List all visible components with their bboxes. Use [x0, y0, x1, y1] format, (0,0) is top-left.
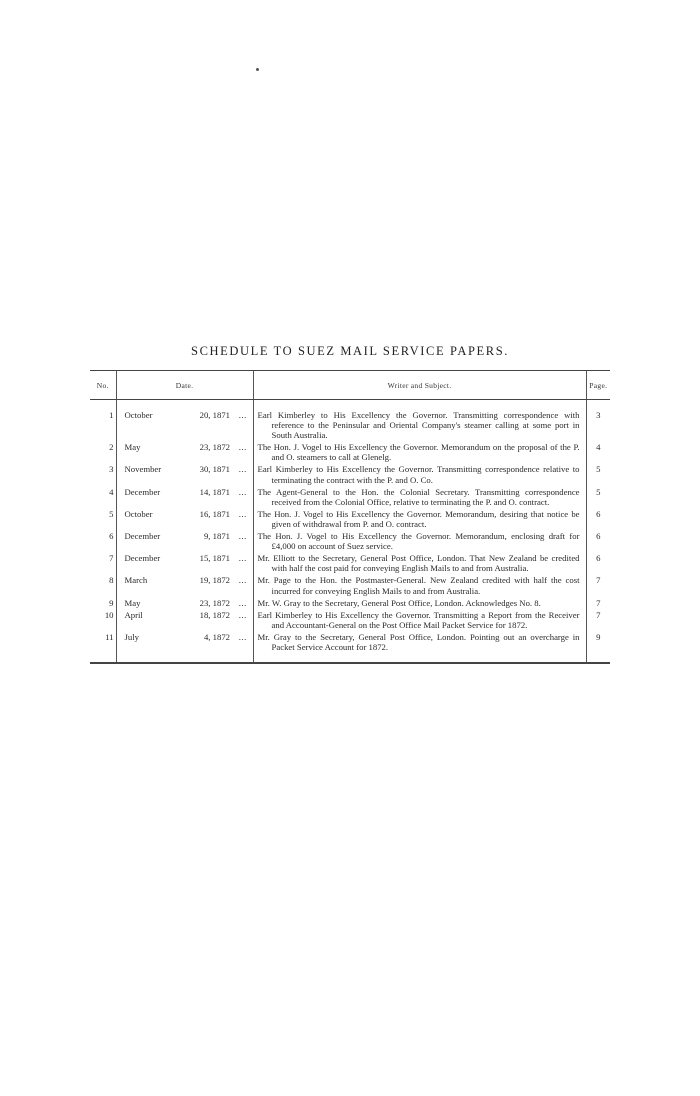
- row-month: December: [116, 531, 174, 553]
- row-leader-dots: ...: [238, 597, 247, 608]
- row-number: 10: [104, 609, 114, 620]
- row-page: 6: [586, 509, 610, 531]
- row-leader-dots: ...: [238, 531, 247, 542]
- row-month: October: [116, 410, 174, 442]
- row-number: 2: [109, 442, 114, 453]
- table-row: [90, 487, 610, 509]
- row-month: May: [116, 442, 174, 464]
- table-row: [90, 553, 610, 575]
- table-row: [90, 598, 610, 610]
- row-day: 15, 1871: [199, 553, 230, 564]
- row-day: 9, 1871: [203, 531, 230, 542]
- row-page: 6: [586, 553, 610, 575]
- row-leader-dots: ...: [238, 442, 247, 453]
- row-page: 5: [586, 464, 610, 486]
- row-leader-dots: ...: [238, 486, 247, 497]
- header-no: No.: [90, 371, 116, 400]
- header-page: Page.: [586, 371, 610, 400]
- table-row: [90, 610, 610, 632]
- ink-speck: [256, 68, 259, 71]
- row-leader-dots: ...: [238, 631, 247, 642]
- row-number: 3: [109, 464, 114, 475]
- table-row: [90, 410, 610, 442]
- row-leader-dots: ...: [238, 553, 247, 564]
- row-day: 18, 1872: [199, 609, 230, 620]
- row-page: 9: [586, 632, 610, 654]
- row-page: 3: [586, 410, 610, 442]
- spacer-row: [90, 400, 610, 411]
- table-row: [90, 442, 610, 464]
- row-month: April: [116, 610, 174, 632]
- row-page: 7: [586, 610, 610, 632]
- table-header-row: [90, 371, 610, 400]
- header-subject: Writer and Subject.: [253, 371, 586, 400]
- row-day: 16, 1871: [199, 508, 230, 519]
- table-body: [90, 400, 610, 664]
- row-leader-dots: ...: [238, 464, 247, 475]
- row-day: 23, 1872: [199, 442, 230, 453]
- row-number: 5: [109, 508, 114, 519]
- row-page: 4: [586, 442, 610, 464]
- row-subject: Mr. Gray to the Secretary, General Post Office, London. Pointing out an overcharge in Packet Service Account for 1872.: [253, 632, 586, 654]
- row-number: 1: [109, 410, 114, 420]
- row-leader-dots: ...: [238, 575, 247, 586]
- row-number: 6: [109, 531, 114, 542]
- row-day: 30, 1871: [199, 464, 230, 475]
- row-subject: Mr. Page to the Hon. the Postmaster-General. New Zealand credited with half the cost incurred for conveying English Mails to and from Australia.: [253, 575, 586, 597]
- row-leader-dots: ...: [238, 609, 247, 620]
- row-month: July: [116, 632, 174, 654]
- row-day: 14, 1871: [199, 486, 230, 497]
- row-page: 5: [586, 487, 610, 509]
- closing-rule-row: [90, 654, 610, 663]
- document-title: SCHEDULE TO SUEZ MAIL SERVICE PAPERS.: [191, 344, 509, 358]
- row-number: 11: [105, 631, 114, 642]
- row-day: 19, 1872: [199, 575, 230, 586]
- table-row: [90, 464, 610, 486]
- row-number: 4: [109, 486, 114, 497]
- row-page: 7: [586, 575, 610, 597]
- row-month: December: [116, 487, 174, 509]
- row-subject: Earl Kimberley to His Excellency the Governor. Transmitting correspondence with reference to the Peninsular and Oriental Company's steamer calling at some port in South Australia.: [253, 410, 586, 442]
- table-row: [90, 531, 610, 553]
- row-month: December: [116, 553, 174, 575]
- row-day: 4, 1872: [203, 631, 230, 642]
- row-page: 7: [586, 598, 610, 610]
- table-row: [90, 575, 610, 597]
- header-date: Date.: [116, 371, 253, 400]
- row-page: 6: [586, 531, 610, 553]
- row-month: March: [116, 575, 174, 597]
- row-leader-dots: ...: [238, 508, 247, 519]
- row-subject: The Hon. J. Vogel to His Excellency the Governor. Memorandum, desiring that notice be given of withdrawal from P. and O. contract.: [253, 509, 586, 531]
- row-number: 8: [109, 575, 114, 586]
- row-month: November: [116, 464, 174, 486]
- row-subject: Earl Kimberley to His Excellency the Governor. Transmitting correspondence relative to terminating the contract with the P. and O. Co.: [253, 464, 586, 486]
- row-subject: Earl Kimberley to His Excellency the Governor. Transmitting a Report from the Receiver and Accountant-General on the Post Office Mail Packet Service for 1872.: [253, 610, 586, 632]
- table-row: [90, 632, 610, 654]
- row-month: October: [116, 509, 174, 531]
- row-day: 23, 1872: [199, 597, 230, 608]
- row-leader-dots: ...: [238, 410, 247, 420]
- row-day: 20, 1871: [199, 410, 230, 420]
- row-subject: Mr. W. Gray to the Secretary, General Post Office, London. Acknowledges No. 8.: [253, 598, 586, 610]
- row-number: 9: [109, 597, 114, 608]
- row-subject: Mr. Elliott to the Secretary, General Post Office, London. That New Zealand be credited with half the cost paid for conveying English Mails to and from Australia.: [253, 553, 586, 575]
- row-subject: The Agent-General to the Hon. the Colonial Secretary. Transmitting correspondence received from the Colonial Office, relative to terminating the P. and O. contract.: [253, 487, 586, 509]
- row-number: 7: [109, 553, 114, 564]
- table-row: [90, 509, 610, 531]
- row-month: May: [116, 598, 174, 610]
- row-subject: The Hon. J. Vogel to His Excellency the Governor. Memorandum, enclosing draft for £4,000 on account of Suez service.: [253, 531, 586, 553]
- row-subject: The Hon. J. Vogel to His Excellency the Governor. Memorandum on the proposal of the P. and O. steamers to call at Glenelg.: [253, 442, 586, 464]
- schedule-table: [90, 370, 610, 664]
